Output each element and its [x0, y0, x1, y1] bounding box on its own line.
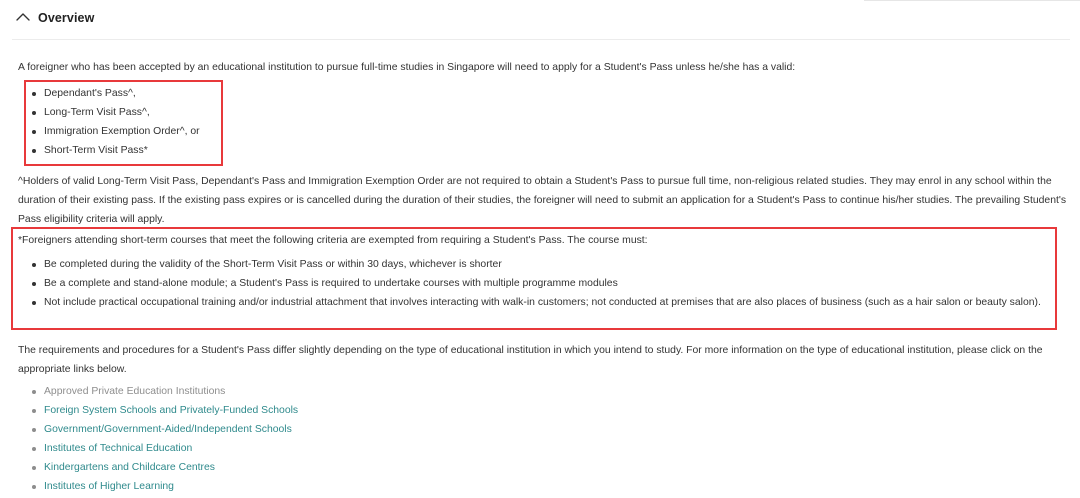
list-item — [18, 477, 518, 496]
list-item: Short-Term Visit Pass* — [18, 141, 218, 160]
pass-holder-note: ^Holders of valid Long-Term Visit Pass, Dependant's Pass and Immigration Exemption Order are not required to obtain a Student's Pass to pursue full time, non-religious related studies. They may enrol in any school within the duration of their existing pass. If the existing pass expires or is cancelled during the duration of their studies, the foreigner will need to submit an application for a Student's Pass to continue his/her studies. The prevailing Student's Pass eligibility criteria will apply. — [18, 176, 1067, 225]
criteria-list — [18, 255, 1048, 312]
institution-links-list — [18, 382, 518, 496]
list-item — [18, 439, 518, 458]
accordion-divider — [12, 39, 1070, 40]
link-kindergartens-and-childcare-centres[interactable]: Kindergartens and Childcare Centres — [44, 462, 215, 473]
list-item — [18, 382, 518, 401]
link-institutes-of-higher-learning[interactable]: Institutes of Higher Learning — [44, 481, 174, 492]
list-item — [18, 458, 518, 477]
list-item: Dependant's Pass^, — [18, 84, 218, 103]
list-item: Long-Term Visit Pass^, — [18, 103, 218, 122]
link-government-schools[interactable]: Government/Government-Aided/Independent Schools — [44, 424, 292, 435]
list-item: Immigration Exemption Order^, or — [18, 122, 218, 141]
link-institutes-of-technical-education[interactable]: Institutes of Technical Education — [44, 443, 193, 454]
accordion-title: Overview — [38, 11, 95, 25]
requirements-paragraph: The requirements and procedures for a Student's Pass differ slightly depending on the type of educational institution in which you intend to study. For more information on the type of educational institution, please click on the appropriate links below. — [18, 345, 1043, 375]
criteria-lead: *Foreigners attending short-term courses that meet the following criteria are exempted from requiring a Student's Pass. The course must: — [18, 235, 648, 246]
overview-accordion-toggle[interactable] — [0, 0, 1070, 38]
list-item: Not include practical occupational training and/or industrial attachment that involves interacting with walk-in customers; not conducted at premises that are also places of business (such as a hair salon or beauty salon). — [18, 293, 1048, 312]
intro-paragraph: A foreigner who has been accepted by an educational institution to pursue full-time studies in Singapore will need to apply for a Student's Pass unless he/she has a valid: — [18, 62, 796, 73]
list-item: Be a complete and stand-alone module; a Student's Pass is required to undertake courses with multiple programme modules — [18, 274, 1048, 293]
link-foreign-system-schools[interactable]: Foreign System Schools and Privately-Funded Schools — [44, 405, 299, 416]
chevron-up-icon[interactable] — [15, 9, 31, 25]
valid-passes-list — [18, 84, 218, 160]
list-item — [18, 401, 518, 420]
list-item: Be completed during the validity of the Short-Term Visit Pass or within 30 days, whichever is shorter — [18, 255, 1048, 274]
link-approved-private-education-institutions[interactable]: Approved Private Education Institutions — [44, 386, 226, 397]
list-item — [18, 420, 518, 439]
